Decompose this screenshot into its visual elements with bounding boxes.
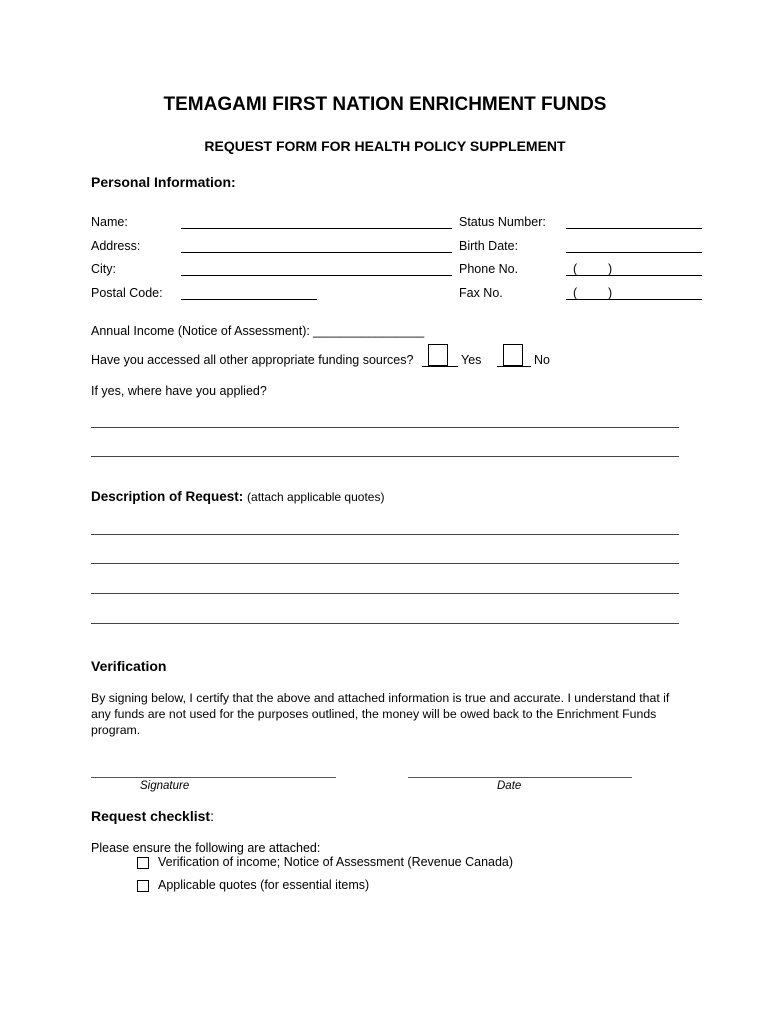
yes-label: Yes	[461, 353, 482, 367]
checklist-item-quotes: Applicable quotes (for essential items)	[158, 878, 370, 892]
applied-where-line-1[interactable]	[91, 427, 679, 428]
checklist-checkbox-income[interactable]	[137, 857, 149, 869]
request-line-1[interactable]	[91, 534, 679, 535]
applied-where-line-2[interactable]	[91, 456, 679, 457]
verification-heading: Verification	[91, 658, 167, 674]
phone-paren-open: (	[573, 262, 578, 276]
phone-label: Phone No.	[459, 262, 519, 276]
signature-label: Signature	[140, 780, 190, 792]
annual-income-field[interactable]: ________________	[313, 324, 425, 338]
no-label: No	[534, 353, 550, 367]
request-note: (attach applicable quotes)	[247, 490, 385, 504]
fax-paren-close: )	[608, 286, 613, 300]
form-subtitle: REQUEST FORM FOR HEALTH POLICY SUPPLEMENT	[204, 138, 566, 154]
status-number-label: Status Number:	[459, 215, 546, 229]
yes-underline	[422, 366, 458, 367]
checklist-heading: Request checklist	[91, 808, 211, 824]
city-field[interactable]	[181, 275, 452, 276]
name-field[interactable]	[181, 228, 452, 229]
no-underline	[497, 366, 531, 367]
request-line-3[interactable]	[91, 593, 679, 594]
birth-date-field[interactable]	[566, 252, 702, 253]
postal-code-label: Postal Code:	[91, 286, 163, 300]
date-label: Date	[497, 780, 522, 792]
postal-code-field[interactable]	[181, 299, 317, 300]
request-line-2[interactable]	[91, 563, 679, 564]
checklist-intro: Please ensure the following are attached:	[91, 841, 321, 855]
date-field[interactable]	[408, 777, 632, 778]
request-heading: Description of Request:	[91, 489, 244, 504]
city-label: City:	[91, 262, 116, 276]
address-label: Address:	[91, 239, 141, 253]
phone-paren-close: )	[608, 262, 613, 276]
checklist-item-income: Verification of income; Notice of Assessment (Revenue Canada)	[158, 855, 514, 869]
request-heading-row	[91, 489, 384, 504]
funding-question: Have you accessed all other appropriate funding sources?	[91, 353, 414, 367]
no-checkbox[interactable]	[503, 344, 523, 366]
signature-field[interactable]	[91, 777, 336, 778]
address-field[interactable]	[181, 252, 452, 253]
fax-label: Fax No.	[459, 286, 503, 300]
fax-paren-open: (	[573, 286, 578, 300]
phone-field[interactable]	[566, 275, 702, 276]
annual-income-label: Annual Income (Notice of Assessment):	[91, 324, 310, 338]
birth-date-label: Birth Date:	[459, 239, 519, 253]
yes-checkbox[interactable]	[428, 344, 448, 366]
funding-followup-label: If yes, where have you applied?	[91, 384, 267, 398]
fax-field[interactable]	[566, 299, 702, 300]
checklist-heading-row	[91, 808, 214, 824]
verification-text: By signing below, I certify that the above and attached information is true and accurate. I understand that if any funds are not used for the purposes outlined, the money will be owed back to the Enrichment Funds program.	[91, 691, 670, 737]
request-line-4[interactable]	[91, 623, 679, 624]
personal-info-heading: Personal Information:	[91, 174, 236, 190]
checklist-colon: :	[210, 808, 214, 824]
checklist-checkbox-quotes[interactable]	[137, 880, 149, 892]
form-title: TEMAGAMI FIRST NATION ENRICHMENT FUNDS	[163, 94, 607, 115]
status-number-field[interactable]	[566, 228, 702, 229]
name-label: Name:	[91, 215, 128, 229]
